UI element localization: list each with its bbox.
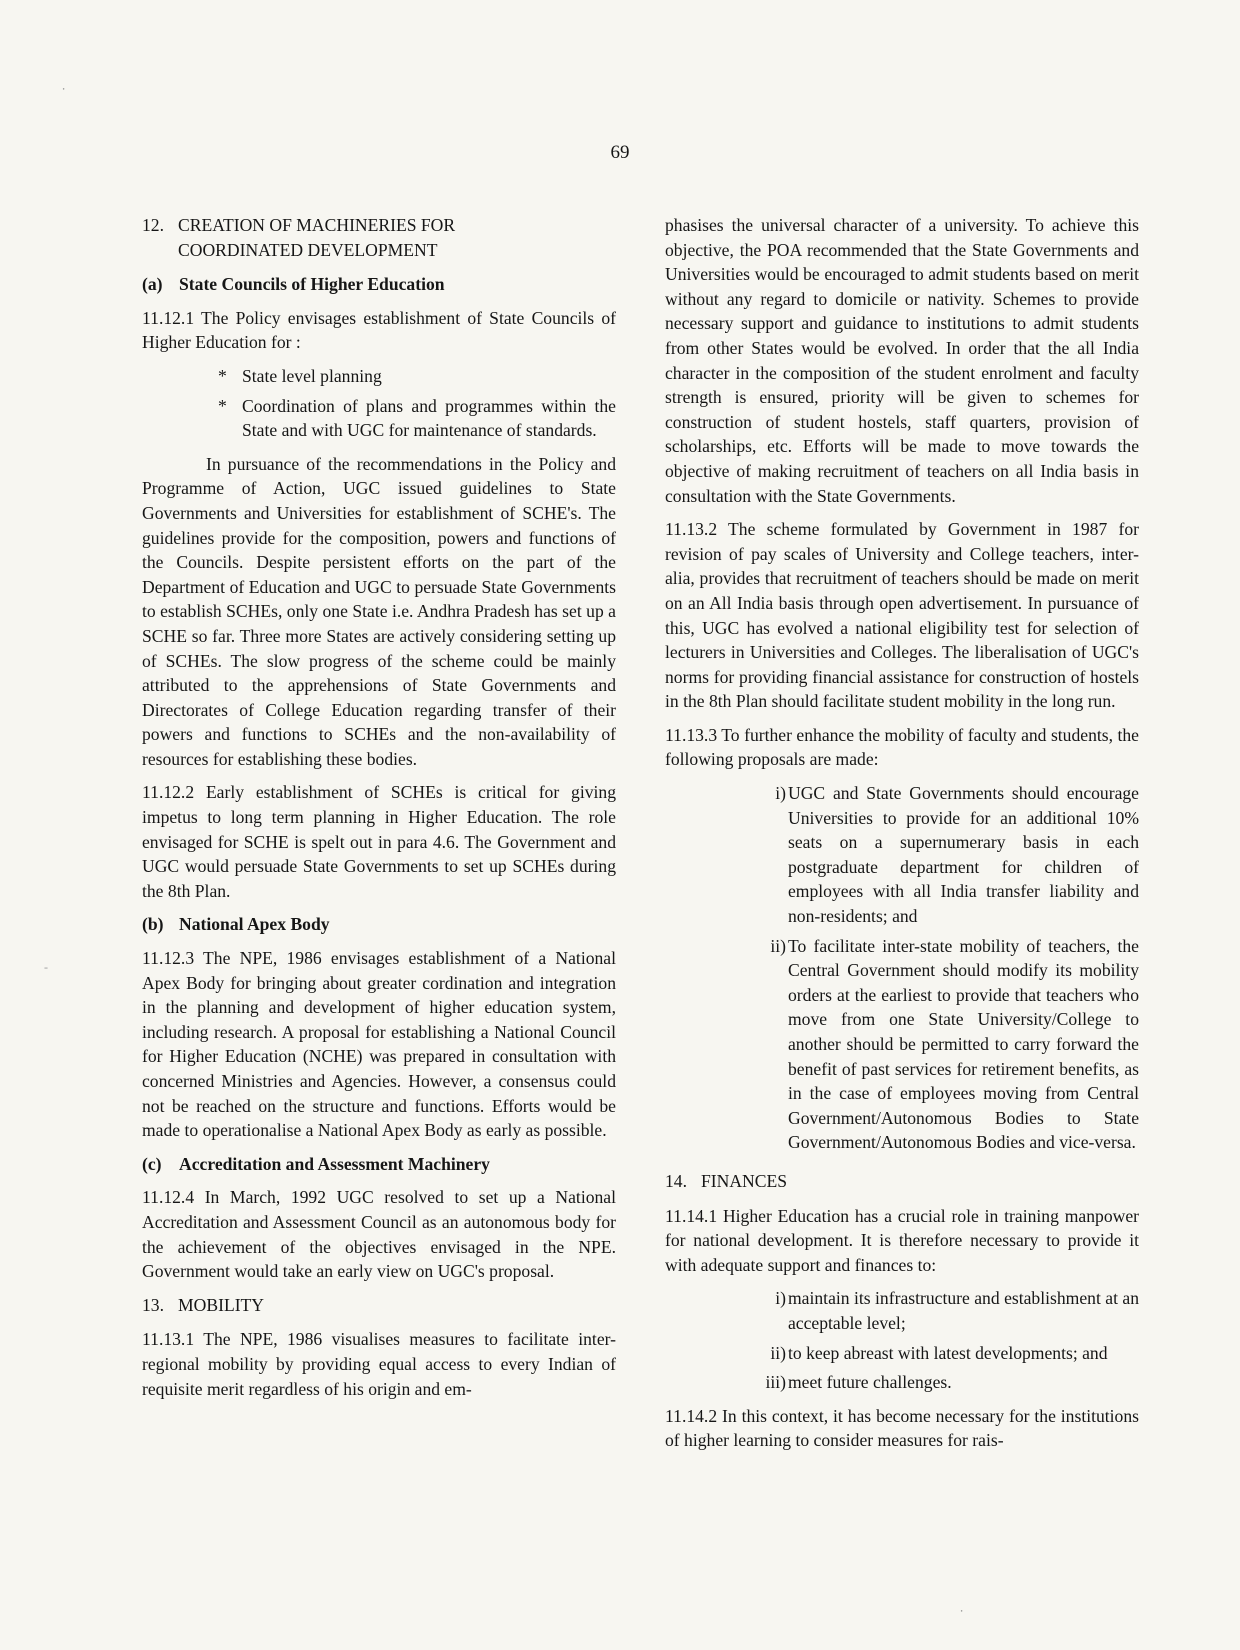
- item-text: meet future challenges.: [788, 1372, 952, 1393]
- item-marker: i): [775, 1288, 786, 1309]
- section-number: 13.: [142, 1294, 164, 1315]
- bullet-item: [218, 364, 616, 389]
- section-title-line2: COORDINATED DEVELOPMENT: [178, 239, 438, 260]
- paragraph-pursuance: In pursuance of the recommendations in the Policy and Programme of Action, UGC issued guidelines to State Governments and Universities for establishment of SCHE's. The guidelines provide for the composition, powers and functions of the Councils. Despite persistent efforts on the part of the Department of Education and UGC to persuade State Governments to establish SCHEs, only one State i.e. Andhra Pradesh has set up a SCHE so far. Three more States are actively considering setting up of SCHEs. The slow progress of the scheme could be mainly attributed to the apprehensions of State Governments and Directorates of College Education regarding transfer of their powers and functions to SCHEs and the non-availability of resources for establishing these bodies.: [142, 453, 616, 769]
- section-heading-12: [142, 213, 616, 262]
- paragraph-11-13-3: 11.13.3 To further enhance the mobility of faculty and students, the following proposals are made:: [665, 724, 1139, 770]
- subheading-label: (b): [142, 914, 164, 935]
- proposal-item: [760, 781, 1139, 929]
- proposal-list: [665, 781, 1139, 1155]
- subheading-a: [142, 272, 616, 297]
- paragraph-11-14-2: 11.14.2 In this context, it has become necessary for the institutions of higher learning to consider measures for rais-: [665, 1405, 1139, 1451]
- paragraph-11-12-3: 11.12.3 The NPE, 1986 envisages establishment of a National Apex Body for bringing about greater cordination and integration in the planning and development of higher education system, including research. A proposal for establishing a National Council for Higher Education (NCHE) was prepared in consultation with concerned Ministries and Agencies. However, a consensus could not be reached on the structure and functions. Efforts would be made to operationalise a National Apex Body as early as possible.: [142, 948, 616, 1141]
- bullet-text: Coordination of plans and programmes within the State and with UGC for maintenance of standards.: [242, 395, 616, 441]
- left-column: [142, 213, 616, 1410]
- item-text: To facilitate inter-state mobility of teachers, the Central Government should modify its mobility orders at the earliest to provide that teachers who move from one State University/College to another should be permitted to carry forward the benefit of past services for retirement benefits, as in the case of employees moving from Central Government/Autonomous Bodies to State Government/Autonomous Bodies and vice-versa.: [788, 935, 1139, 1153]
- subheading-c: [142, 1152, 616, 1177]
- item-text: maintain its infrastructure and establishment at an acceptable level;: [788, 1288, 1139, 1333]
- finance-item: [760, 1370, 1139, 1395]
- subheading-title: Accreditation and Assessment Machinery: [179, 1153, 490, 1174]
- item-text: UGC and State Governments should encourage Universities to provide for an additional 10% seats on a supernumerary basis in each postgraduate department for children of employees with all India transfer liability and non-residents; and: [788, 783, 1139, 927]
- item-text: to keep abreast with latest developments; and: [788, 1342, 1108, 1363]
- section-heading-13: [142, 1293, 616, 1318]
- section-title: FINANCES: [701, 1170, 788, 1191]
- paragraph-11-12-1: 11.12.1 The Policy envisages establishment of State Councils of Higher Education for :: [142, 307, 616, 353]
- paragraph-11-14-1: 11.14.1 Higher Education has a crucial role in training manpower for national development. It is therefore necessary to provide it with adequate support and finances to:: [665, 1205, 1139, 1275]
- bullet-icon: *: [218, 365, 227, 386]
- paragraph-11-13-1: 11.13.1 The NPE, 1986 visualises measures to facilitate inter-regional mobility by providing equal access to every Indian of requisite merit regardless of his origin and em-: [142, 1329, 616, 1399]
- section-number: 12.: [142, 215, 164, 235]
- right-column: [665, 213, 1139, 1462]
- subheading-title: State Councils of Higher Education: [179, 274, 445, 295]
- subheading-label: (a): [142, 274, 163, 295]
- scan-speck: ⸳: [62, 80, 66, 94]
- section-title-line1: CREATION OF MACHINERIES FOR: [178, 215, 456, 235]
- finance-item: [760, 1286, 1139, 1335]
- subheading-b: [142, 912, 616, 937]
- paragraph-11-12-2: 11.12.2 Early establishment of SCHEs is critical for giving impetus to long term planning in Higher Education. The role envisaged for SCHE is spelt out in para 4.6. The Government and UGC would persuade State Governments to set up SCHEs during the 8th Plan.: [142, 782, 616, 901]
- finance-item: [760, 1341, 1139, 1366]
- bullet-text: State level planning: [242, 365, 382, 386]
- scan-speck: ⸳: [960, 1602, 964, 1616]
- page-number: 69: [610, 142, 630, 163]
- section-number: 14.: [665, 1170, 687, 1191]
- paragraph-11-13-2: 11.13.2 The scheme formulated by Government in 1987 for revision of pay scales of University and College teachers, inter-alia, provides that recruitment of teachers should be made on merit on an All India basis through open advertisement. In pursuance of this, UGC has evolved a national eligibility test for selection of lecturers in Universities and Colleges. The liberalisation of UGC's norms for providing financial assistance for construction of hostels in the 8th Plan should facilitate student mobility in the long run.: [665, 519, 1139, 712]
- proposal-item: [760, 934, 1139, 1155]
- finance-list: [665, 1286, 1139, 1394]
- item-marker: i): [775, 783, 786, 804]
- section-heading-14: [665, 1169, 1139, 1194]
- item-marker: ii): [770, 935, 786, 956]
- bullet-icon: *: [218, 395, 227, 416]
- subheading-title: National Apex Body: [179, 914, 330, 935]
- item-marker: ii): [770, 1342, 786, 1363]
- paragraph-continuation: phasises the universal character of a university. To achieve this objective, the POA recommended that the State Governments and Universities would be encouraged to admit students based on merit without any regard to domicile or nativity. Schemes to provide necessary support and guidance to institutions to admit students from other States would be evolved. In order that the all India character in the composition of the student enrolment and faculty strength is ensured, priority will be given to schemes for construction of student hostels, staff quarters, provision of scholarships, etc. Efforts will be made to move towards the objective of making recruitment of teachers on all India basis in consultation with the State Governments.: [665, 215, 1139, 506]
- bullet-item: [218, 394, 616, 443]
- paragraph-11-12-4: 11.12.4 In March, 1992 UGC resolved to set up a National Accreditation and Assessment Council as an autonomous body for the achievement of the objectives envisaged in the NPE. Government would take an early view on UGC's proposal.: [142, 1187, 616, 1282]
- section-title: MOBILITY: [178, 1294, 265, 1315]
- item-marker: iii): [765, 1372, 786, 1393]
- subheading-label: (c): [142, 1153, 162, 1174]
- bullet-list: [142, 364, 616, 443]
- scan-speck: ‐: [44, 960, 48, 974]
